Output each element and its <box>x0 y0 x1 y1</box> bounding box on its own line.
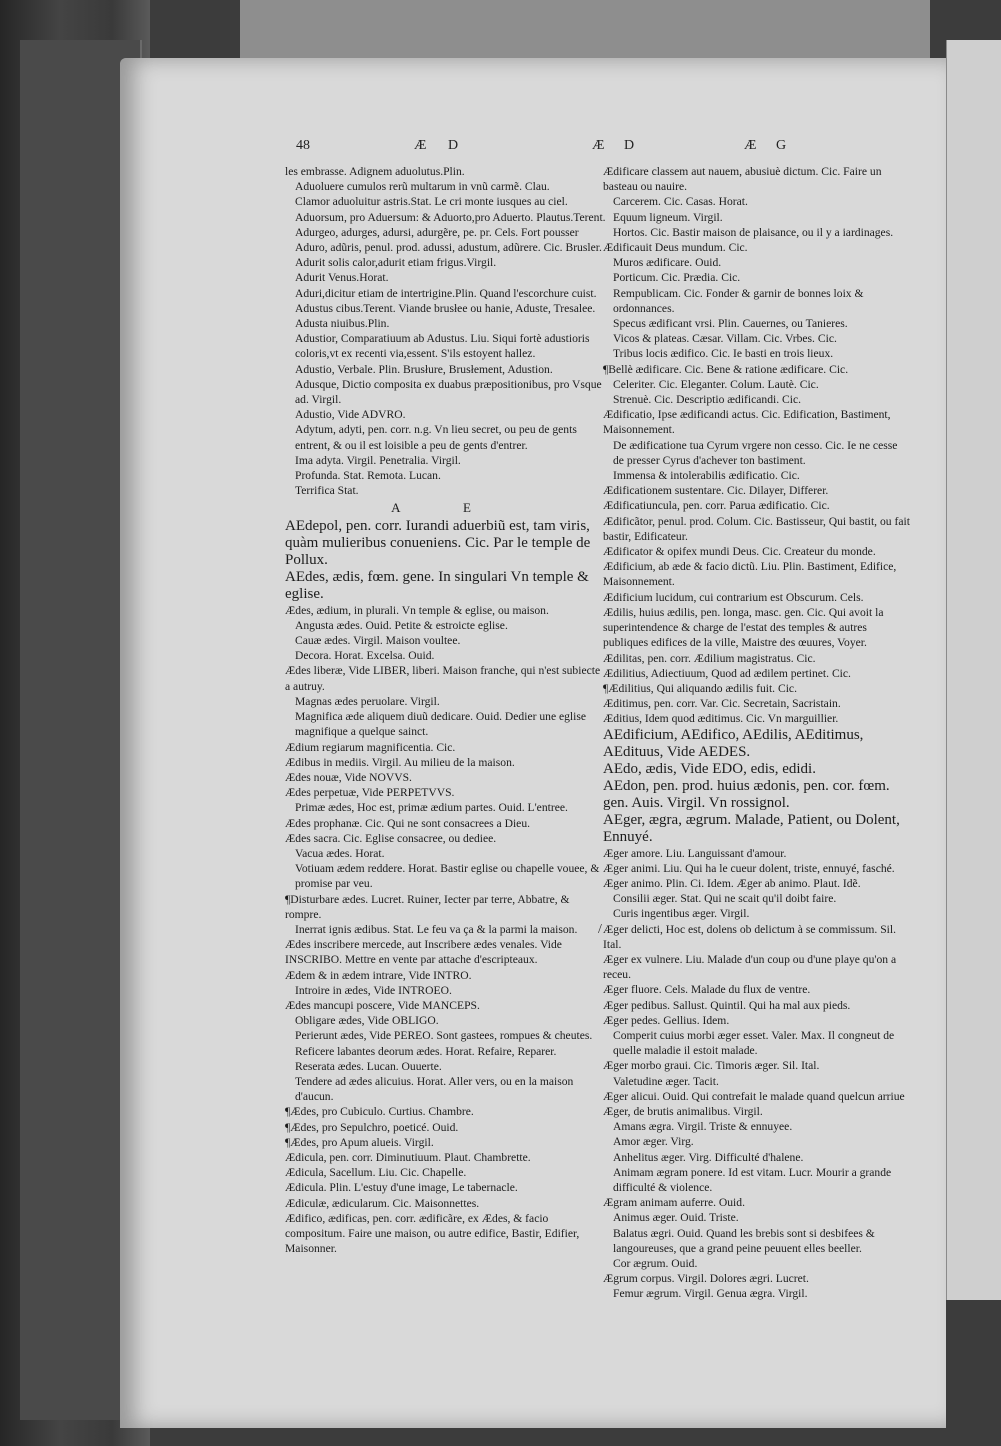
dictionary-entry: Magnifica æde aliquem diuũ dedicare. Ouid. Dedier une eglise magnifique a quelque sainct. <box>295 710 587 739</box>
dictionary-entry: Ægrum corpus. Virgil. Dolores ægri. Lucret. <box>603 1272 809 1286</box>
dictionary-entry: Æger delicti, Hoc est, dolens ob delictum à se commissum. Sil. Ital. <box>603 922 897 951</box>
dictionary-entry: Ædes nouæ, Vide NOVVS. <box>285 770 412 784</box>
dictionary-entry: Vicos & plateas. Cæsar. Villam. Cic. Vrbes. Cic. <box>613 332 837 346</box>
dictionary-entry: Ædifico, ædificas, pen. corr. ædificãre, ex Ædes, & facio compositum. Faire une maison, ou autre edifice, Bastir, Edifier, Maisonner. <box>285 1211 580 1256</box>
dictionary-entry: Ædem & in ædem intrare, Vide INTRO. <box>285 968 472 982</box>
dictionary-entry: Cauæ ædes. Virgil. Maison voultee. <box>295 634 461 648</box>
dictionary-entry: Amor æger. Virg. <box>613 1135 694 1149</box>
dictionary-entry: Obligare ædes, Vide OBLIGO. <box>295 1014 439 1028</box>
dictionary-entry: Ædes liberæ, Vide LIBER, liberi. Maison franche, qui n'est subiecte a autruy. <box>285 664 601 693</box>
dictionary-entry: Æger animo. Plin. Ci. Idem. Æger ab animo. Plaut. Idẽ. <box>603 876 861 890</box>
dictionary-entry: Ædificationem sustentare. Cic. Dilayer, Differer. <box>603 484 829 498</box>
dictionary-entry: Aduoluere cumulos rerũ multarum in vnũ carmẽ. Clau. <box>295 180 550 194</box>
dictionary-entry: Femur ægrum. Virgil. Genua ægra. Virgil. <box>613 1287 808 1301</box>
dictionary-entry: Ædicula, pen. corr. Diminutiuum. Plaut. Chambrette. <box>285 1150 531 1164</box>
right-column <box>603 164 911 1301</box>
dictionary-entry: Profunda. Stat. Remota. Lucan. <box>295 469 441 483</box>
dictionary-entry: Æger pedibus. Sallust. Quintil. Qui ha mal aux pieds. <box>603 998 851 1012</box>
dictionary-entry: Ædificatiuncula, pen. corr. Parua ædificatio. Cic. <box>603 499 830 513</box>
dictionary-entry: Specus ædificant vrsi. Plin. Cauernes, ou Tanieres. <box>613 317 848 331</box>
dictionary-entry: Ædificãtor, penul. prod. Colum. Cic. Bastisseur, Qui bastit, ou fait bastir, Edificateur. <box>603 514 910 543</box>
dictionary-entry: Aduro, adũris, penul. prod. adussi, adustum, adũrere. Cic. Brusler. <box>295 241 602 255</box>
running-head <box>296 138 816 162</box>
dictionary-entry: Æger alicui. Ouid. Qui contrefait le malade quand quelcun arriue <box>603 1089 905 1103</box>
dictionary-entry: Vacua ædes. Horat. <box>295 846 385 860</box>
dictionary-entry: Ædificare classem aut nauem, abusiuè dictum. Cic. Faire un basteau ou nauire. <box>603 165 882 194</box>
dictionary-entry: Æger fluore. Cels. Malade du flux de ventre. <box>603 983 811 997</box>
dictionary-entry: Tribus locis ædifico. Cic. Ie basti en trois lieux. <box>613 347 834 361</box>
dictionary-entry: Ima adyta. Virgil. Penetralia. Virgil. <box>295 453 461 467</box>
dictionary-entry: Reserata ædes. Lucan. Ouuerte. <box>295 1059 442 1073</box>
dictionary-entry: Ædibus in mediis. Virgil. Au milieu de la maison. <box>285 755 515 769</box>
dictionary-entry: Adurit Venus.Horat. <box>295 271 389 285</box>
dictionary-entry: Celeriter. Cic. Eleganter. Colum. Lautè. Cic. <box>613 377 819 391</box>
dictionary-entry: ¶Ædes, pro Sepulchro, poeticé. Ouid. <box>285 1120 459 1134</box>
facing-page-edge <box>946 40 1001 1300</box>
dictionary-entry: A E <box>391 500 501 516</box>
dictionary-entry: Consilii æger. Stat. Qui ne scait qu'il doibt faire. <box>613 892 837 906</box>
dictionary-entry: Ædificator & opifex mundi Deus. Cic. Createur du monde. <box>603 545 876 559</box>
guide-letter: Æ <box>414 138 427 153</box>
dictionary-entry: Clamor aduoluitur astris.Stat. Le cri monte iusques au ciel. <box>295 195 568 209</box>
dictionary-entry: Muros ædificare. Ouid. <box>613 256 722 270</box>
dictionary-entry: Æger, de brutis animalibus. Virgil. <box>603 1104 763 1118</box>
dictionary-entry: Aduorsum, pro Aduersum: & Aduorto,pro Aduerto. Plautus.Terent. <box>295 210 606 224</box>
dictionary-entry: Ædicula, Sacellum. Liu. Cic. Chapelle. <box>285 1166 467 1180</box>
dictionary-entry: Adytum, adyti, pen. corr. n.g. Vn lieu secret, ou peu de gents entrent, & ou il est loisible a peu de gents d'entrer. <box>295 423 577 452</box>
dictionary-entry: Perierunt ædes, Vide PEREO. Sont gastees, rompues & cheutes. <box>295 1029 593 1043</box>
dictionary-entry: Comperit cuius morbi æger esset. Valer. Max. Il congneut de quelle maladie il estoit malade. <box>613 1028 895 1058</box>
dictionary-entry: Adusta niuibus.Plin. <box>295 317 390 331</box>
dictionary-entry: AEdon, pen. prod. huius ædonis, pen. cor. fœm. gen. Auis. Virgil. Vn rossignol. <box>603 777 890 811</box>
dictionary-entry: Hortos. Cic. Bastir maison de plaisance, ou il y a iardinages. <box>613 225 894 239</box>
dictionary-entry: Decora. Horat. Excelsa. Ouid. <box>295 649 435 663</box>
guide-letter: Æ <box>744 138 757 153</box>
dictionary-entry: Æger pedes. Gellius. Idem. <box>603 1013 730 1027</box>
dictionary-entry: Ædilitius, Adiectiuum, Quod ad ædilem pertinet. Cic. <box>603 666 851 680</box>
guide-letter: G <box>776 138 787 153</box>
dictionary-entry: Ædilis, huius ædilis, pen. longa, masc. gen. Cic. Qui avoit la superintendence & charge de l'estat des temples & autres publiques edifices de la ville, Maistre des œuures, Voyer. <box>603 605 884 650</box>
dictionary-entry: Introire in ædes, Vide INTROEO. <box>295 983 452 997</box>
dictionary-entry: Animus æger. Ouid. Triste. <box>613 1211 739 1225</box>
dictionary-entry: Ædificium, ab æde & facio dictũ. Liu. Plin. Bastiment, Edifice, Maisonnement. <box>603 560 897 589</box>
dictionary-entry: Æger amore. Liu. Languissant d'amour. <box>603 846 787 860</box>
dictionary-entry: Magnas ædes peruolare. Virgil. <box>295 694 440 708</box>
dictionary-entry: Angusta ædes. Ouid. Petite & estroicte eglise. <box>295 618 508 632</box>
dictionary-entry: Primæ ædes, Hoc est, primæ ædium partes. Ouid. L'entree. <box>295 801 568 815</box>
dictionary-entry: Cor ægrum. Ouid. <box>613 1257 698 1270</box>
dictionary-entry: Adusque, Dictio composita ex duabus præpositionibus, pro Vsque ad. Virgil. <box>295 377 602 407</box>
dictionary-entry: Immensa & intolerabilis ædificatio. Cic. <box>613 469 800 483</box>
dictionary-entry: Adustio, Verbale. Plin. Brusłure, Brusłement, Adustion. <box>295 362 553 376</box>
dictionary-entry: Strenuè. Cic. Descriptio ædificandi. Cic. <box>613 393 802 407</box>
dictionary-entry: les embrasse. Adignem aduolutus.Plin. <box>285 165 465 178</box>
dictionary-entry: Ædes inscribere mercede, aut Inscribere ædes venales. Vide INSCRIBO. Mettre en vente par attache d'escripteaux. <box>285 938 562 967</box>
dictionary-entry: Reficere labantes deorum ædes. Horat. Refaire, Reparer. <box>295 1044 557 1058</box>
dictionary-entry: Ædificauit Deus mundum. Cic. <box>603 241 748 255</box>
dictionary-entry: Ædium regiarum magnificentia. Cic. <box>285 740 456 754</box>
dictionary-entry: Ædilitas, pen. corr. Ædilium magistratus. Cic. <box>603 651 816 665</box>
dictionary-entry: AEdepol, pen. corr. Iurandi aduerbiũ est, tam viris, quàm mulieribus conueniens. Cic. Par le temple de Pollux. <box>285 517 591 568</box>
dictionary-entry: Animam ægram ponere. Id est vitam. Lucr. Mourir a grande difficulté & violence. <box>613 1165 892 1194</box>
dictionary-entry: Adurgeo, adurges, adursi, adurgẽre, pe. pr. Cels. Fort pousser <box>295 225 579 239</box>
dictionary-entry: Rempublicam. Cic. Fonder & garnir de bonnes loix & ordonnances. <box>613 286 864 315</box>
left-column <box>285 164 607 1256</box>
dictionary-entry: Carcerem. Cic. Casas. Horat. <box>613 195 748 209</box>
dictionary-entry: Ædes mancupi poscere, Vide MANCEPS. <box>285 998 480 1012</box>
dictionary-entry: ¶Disturbare ædes. Lucret. Ruiner, Iecter par terre, Abbatre, & rompre. <box>285 892 570 921</box>
dictionary-entry: Balatus ægri. Ouid. Quand les brebis sont si desbifees & langoureuses, que a grand peine peuuent elles beeller. <box>613 1226 875 1255</box>
dictionary-entry: Æditimus, pen. corr. Var. Cic. Secretain, Sacristain. <box>603 697 841 711</box>
dictionary-entry: Porticum. Cic. Prædia. Cic. <box>613 271 741 285</box>
dictionary-entry: Valetudine æger. Tacit. <box>613 1074 719 1088</box>
dictionary-entry: Ædes, ædium, in plurali. Vn temple & eglise, ou maison. <box>285 603 549 617</box>
dictionary-entry: AEdificium, AEdifico, AEdilis, AEditimus, AEdituus, Vide AEDES. <box>603 726 864 760</box>
dictionary-entry: AEger, ægra, ægrum. Malade, Patient, ou Dolent, Ennuyé. <box>603 811 900 845</box>
guide-letter: Æ <box>592 138 605 153</box>
dictionary-entry: ¶Ædes, pro Apum alueis. Virgil. <box>285 1135 434 1149</box>
guide-letter: D <box>624 138 635 153</box>
guide-letter: D <box>448 138 459 153</box>
dictionary-entry: Equum ligneum. Virgil. <box>613 210 723 224</box>
margin-mark: / <box>598 922 602 937</box>
dictionary-entry: Ædes perpetuæ, Vide PERPETVVS. <box>285 786 455 800</box>
dictionary-entry: AEdes, ædis, fœm. gene. In singulari Vn temple & eglise. <box>285 568 589 602</box>
dictionary-entry: Terrifica Stat. <box>295 484 359 498</box>
dictionary-entry: Æger morbo graui. Cic. Timoris æger. Sil. Ital. <box>603 1059 820 1073</box>
dictionary-entry: Adustio, Vide ADVRO. <box>295 408 406 422</box>
dictionary-entry: Æditius, Idem quod æditimus. Cic. Vn marguillier. <box>603 712 839 726</box>
dictionary-entry: Aduri,dicitur etiam de intertrigine.Plin. Quand l'escorchure cuist. <box>295 286 597 300</box>
dictionary-entry: Ægram animam auferre. Ouid. <box>603 1196 745 1210</box>
dictionary-entry: AEdo, ædis, Vide EDO, edis, edidi. <box>603 760 816 777</box>
dictionary-entry: Amans ægra. Virgil. Triste & ennuyee. <box>613 1120 793 1134</box>
dictionary-entry: Ædificatio, Ipse ædificandi actus. Cic. Edification, Bastiment, Maisonnement. <box>603 408 891 437</box>
dictionary-entry: ¶Bellè ædificare. Cic. Bene & ratione ædificare. Cic. <box>603 362 849 376</box>
dictionary-entry: Adurit solis calor,adurit etiam frigus.Virgil. <box>295 256 497 270</box>
dictionary-entry: Votiuam ædem reddere. Horat. Bastir eglise ou chapelle vouee, & promise par veu. <box>295 862 600 891</box>
dictionary-entry: Ædificium lucidum, cui contrarium est Obscurum. Cels. <box>603 590 864 604</box>
dictionary-entry: Ædes prophanæ. Cic. Qui ne sont consacrees a Dieu. <box>285 816 531 830</box>
dictionary-entry: Ædicula. Plin. L'estuy d'une image, Le tabernacle. <box>285 1181 518 1195</box>
dictionary-entry: Adustior, Comparatiuum ab Adustus. Liu. Siqui fortè adustioris coloris,vt ex recenti via,essent. S'ils estoyent hallez. <box>295 332 590 361</box>
dictionary-entry: Æger animi. Liu. Qui ha le cueur dolent, triste, ennuyé, fasché. <box>603 861 895 875</box>
dictionary-entry: Curis ingentibus æger. Virgil. <box>613 907 750 921</box>
page-number: 48 <box>296 138 310 153</box>
dictionary-entry: Tendere ad ædes alicuius. Horat. Aller vers, ou en la maison d'aucun. <box>295 1074 574 1104</box>
dictionary-entry: De ædificatione tua Cyrum vrgere non cesso. Cic. Ie ne cesse de presser Cyrus d'achever ton bastiment. <box>613 438 898 467</box>
dictionary-entry: Æger ex vulnere. Liu. Malade d'un coup ou d'une playe qu'on a receu. <box>603 952 897 982</box>
dictionary-entry: Anhelitus æger. Virg. Difficulté d'halene. <box>613 1150 804 1164</box>
dictionary-entry: ¶Ædes, pro Cubiculo. Curtius. Chambre. <box>285 1105 474 1119</box>
dictionary-entry: Ædes sacra. Cic. Eglise consacree, ou dediee. <box>285 831 497 845</box>
dictionary-entry: ¶Ædilitius, Qui aliquando ædilis fuit. Cic. <box>603 681 797 695</box>
dictionary-entry: Ædiculæ, ædicularum. Cic. Maisonnettes. <box>285 1196 480 1210</box>
dictionary-entry: Adustus cibus.Terent. Viande brusłee ou hanie, Aduste, Tresalee. <box>295 301 596 315</box>
dictionary-entry: Inerrat ignis ædibus. Stat. Le feu va ça & la parmi la maison. <box>295 922 578 936</box>
